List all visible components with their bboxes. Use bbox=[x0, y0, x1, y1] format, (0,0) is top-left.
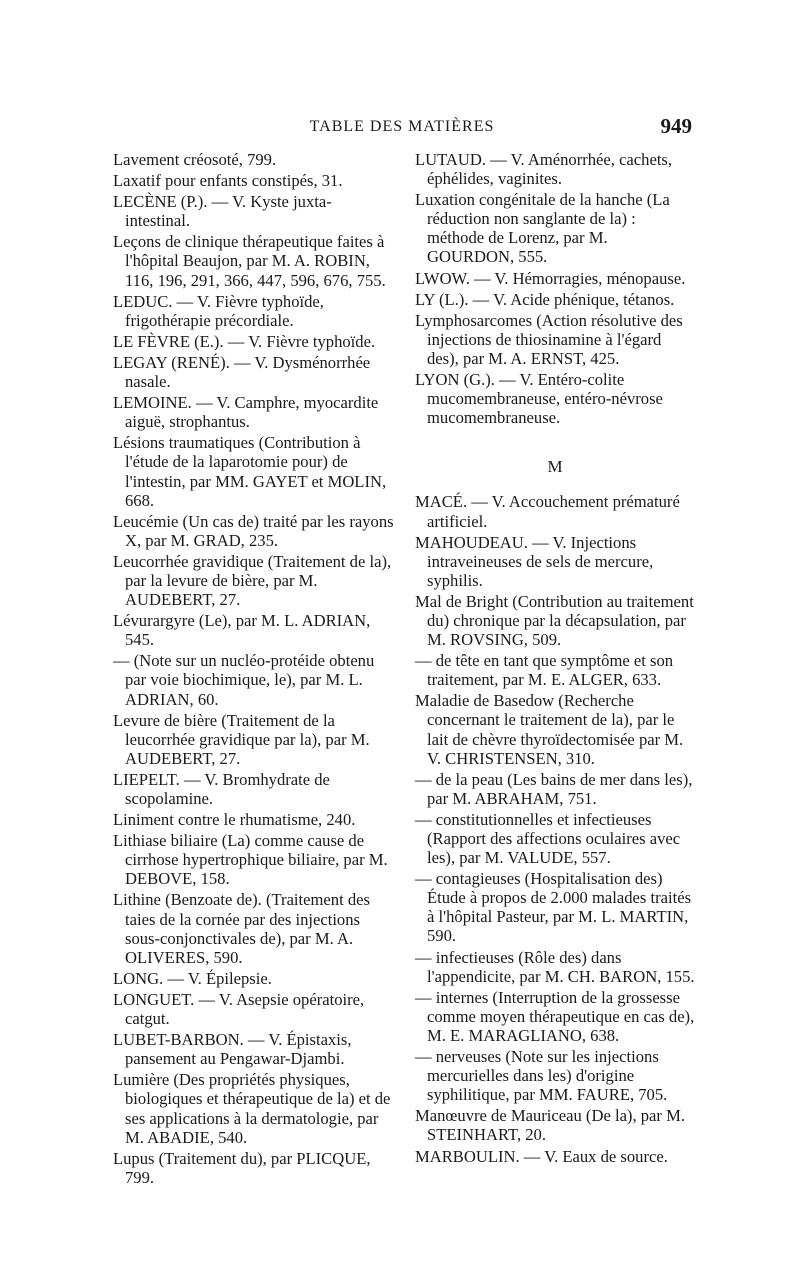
index-entry: LUTAUD. — V. Aménorrhée, cachets, éphélides, vaginites. bbox=[415, 150, 673, 189]
index-entry: Lupus (Traitement du), par PLICQUE, 799. bbox=[113, 1148, 371, 1187]
index-entry: LE FÈVRE (E.). — V. Fièvre typhoïde. bbox=[113, 331, 376, 351]
index-entry: — de la peau (Les bains de mer dans les), par M. ABRAHAM, 751. bbox=[415, 769, 693, 808]
page-header bbox=[112, 114, 692, 142]
index-entry: Lévurargyre (Le), par M. L. ADRIAN, 545. bbox=[113, 611, 371, 650]
index-entry: — (Note sur un nucléo-protéide obtenu par voie biochimique, le), par M. L. ADRIAN, 60. bbox=[113, 651, 375, 709]
index-entry: Lésions traumatiques (Contribution à l'étude de la laparotomie pour) de l'intestin, par MM. GAYET et MOLIN, 668. bbox=[113, 433, 387, 510]
index-entry: Lavement créosoté, 799. bbox=[113, 150, 277, 169]
index-entry: Maladie de Basedow (Recherche concernant le traitement de la), par le lait de chèvre thyroïdectomisée par M. V. CHRISTENSEN, 310. bbox=[415, 691, 684, 768]
index-entry: LONGUET. — V. Asepsie opératoire, catgut. bbox=[113, 989, 365, 1029]
index-entry: — internes (Interruption de la grossesse comme moyen thérapeutique en cas de), M. E. MARAGLIANO, 638. bbox=[415, 987, 695, 1045]
index-entry: — nerveuses (Note sur les injections mercurielles dans les) d'origine syphilitique, par MM. FAURE, 705. bbox=[415, 1047, 668, 1105]
index-entry: Laxatif pour enfants constipés, 31. bbox=[113, 171, 343, 191]
index-entry: Mal de Bright (Contribution au traitement du) chronique par la décapsulation, par M. ROVSING, 509. bbox=[415, 591, 694, 650]
index-entry: LECÈNE (P.). — V. Kyste juxta-intestinal. bbox=[113, 192, 332, 231]
index-entry: — de tête en tant que symptôme et son traitement, par M. E. ALGER, 633. bbox=[415, 651, 674, 690]
index-entry: LY (L.). — V. Acide phénique, tétanos. bbox=[415, 289, 675, 309]
index-entry: Lymphosarcomes (Action résolutive des injections de thiosinamine à l'égard des), par M. A. ERNST, 425. bbox=[415, 310, 683, 368]
section-letter: M bbox=[547, 457, 563, 477]
index-entry: Lithiase biliaire (La) comme cause de cirrhose hypertrophique biliaire, par M. DEBOVE, 158. bbox=[113, 831, 388, 889]
index-entry: Luxation congénitale de la hanche (La réduction non sanglante de la) : méthode de Lorenz, par M. GOURDON, 555. bbox=[415, 190, 670, 267]
index-entry: — constitutionnelles et infectieuses (Rapport des affections oculaires avec les), par M. VALUDE, 557. bbox=[415, 809, 681, 868]
index-entry: Lithine (Benzoate de). (Traitement des taies de la cornée par des injections sous-conjonctivales de), par M. A. OLIVERES, 590. bbox=[113, 890, 370, 967]
index-entry: LEMOINE. — V. Camphre, myocardite aiguë, strophantus. bbox=[113, 393, 379, 432]
index-entry: LONG. — V. Épilepsie. bbox=[113, 968, 272, 988]
index-entry: Lumière (Des propriétés physiques, biologiques et thérapeutique de la) et de ses applications à la dermatologie, par M. ABADIE, 540. bbox=[113, 1070, 391, 1147]
index-entry: LWOW. — V. Hémorragies, ménopause. bbox=[415, 268, 686, 288]
index-entry: Leucémie (Un cas de) traité par les rayons X, par M. GRAD, 235. bbox=[113, 511, 394, 550]
index-entry: LIEPELT. — V. Bromhydrate de scopolamine. bbox=[113, 769, 330, 808]
index-entry: MARBOULIN. — V. Eaux de source. bbox=[415, 1146, 668, 1166]
index-entry: — infectieuses (Rôle des) dans l'appendicite, par M. CH. BARON, 155. bbox=[415, 947, 695, 986]
index-entry: Liniment contre le rhumatisme, 240. bbox=[113, 810, 356, 830]
left-column bbox=[113, 150, 396, 1189]
index-entry: LYON (G.). — V. Entéro-colite mucomembraneuse, entéro-névrose mucomembraneuse. bbox=[415, 370, 663, 428]
running-title: TABLE DES MATIÈRES bbox=[309, 118, 495, 135]
index-entry: LEGAY (RENÉ). — V. Dysménorrhée nasale. bbox=[113, 352, 371, 392]
index-entry: Levure de bière (Traitement de la leucorrhée gravidique par la), par M. AUDEBERT, 27. bbox=[113, 710, 370, 768]
index-entry: LUBET-BARBON. — V. Épistaxis, pansement au Pengawar-Djambi. bbox=[113, 1030, 352, 1069]
index-entry: MACÉ. — V. Accouchement prématuré artificiel. bbox=[415, 492, 680, 531]
index-entry: Leçons de clinique thérapeutique faites à l'hôpital Beaujon, par M. A. ROBIN, 116, 196, 291, 366, 447, 596, 676, 755. bbox=[113, 232, 386, 290]
page-number: 949 bbox=[660, 114, 692, 138]
index-entry: MAHOUDEAU. — V. Injections intraveineuses de sels de mercure, syphilis. bbox=[415, 532, 654, 590]
index-entry: — contagieuses (Hospitalisation des) Étude à propos de 2.000 malades traités à l'hôpital Pasteur, par M. L. MARTIN, 590. bbox=[415, 869, 692, 946]
right-column bbox=[415, 150, 695, 1168]
index-entry: LEDUC. — V. Fièvre typhoïde, frigothérapie précordiale. bbox=[113, 291, 324, 330]
index-entry: Manœuvre de Mauriceau (De la), par M. STEINHART, 20. bbox=[415, 1106, 685, 1145]
index-entry: Leucorrhée gravidique (Traitement de la), par la levure de bière, par M. AUDEBERT, 27. bbox=[113, 551, 392, 610]
